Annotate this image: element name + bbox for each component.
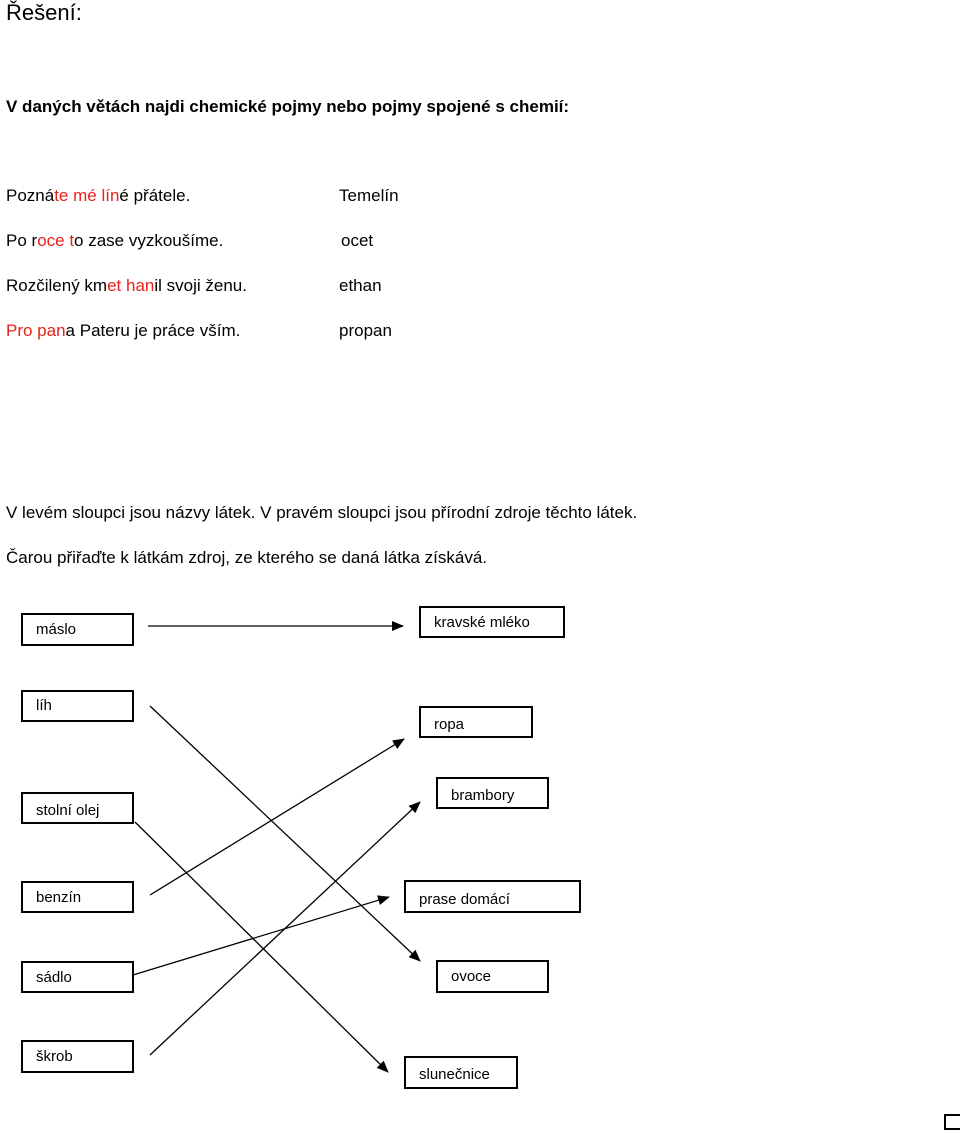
source-box-ropa: ropa <box>419 706 533 738</box>
sentence-highlight: oce t <box>37 231 75 250</box>
sentence-part: é přátele. <box>119 186 191 205</box>
answer-3: ethan <box>339 276 382 295</box>
source-box-brambory: brambory <box>436 777 549 809</box>
substance-box-maslo: máslo <box>21 613 134 646</box>
sentence-highlight: Pro pan <box>6 321 66 340</box>
answer-1: Temelín <box>339 186 399 205</box>
line-sadlo-prase-domaci <box>133 897 389 975</box>
sentence-part: Rozčilený km <box>6 276 108 295</box>
task2-line1: V levém sloupci jsou názvy látek. V pravém sloupci jsou přírodní zdroje těchto látek. <box>6 503 638 522</box>
line-benzin-ropa <box>150 739 404 895</box>
substance-box-stolni-olej: stolní olej <box>21 792 134 824</box>
task1-instruction: V daných větách najdi chemické pojmy nebo pojmy spojené s chemií: <box>6 97 570 116</box>
substance-box-skrob: škrob <box>21 1040 134 1073</box>
substance-box-sadlo: sádlo <box>21 961 134 993</box>
page-title: Řešení: <box>6 0 82 25</box>
line-lih-ovoce <box>150 706 420 961</box>
sentence-highlight: et han <box>107 276 155 295</box>
sentence-highlight: te mé lín <box>54 186 120 205</box>
page-corner-mark <box>944 1114 960 1130</box>
source-box-slunecnice: slunečnice <box>404 1056 518 1089</box>
answer-2: ocet <box>341 231 374 250</box>
sentence-part: Pozná <box>6 186 55 205</box>
source-box-ovoce: ovoce <box>436 960 549 993</box>
answer-4: propan <box>339 321 392 340</box>
task2-line2: Čarou přiřaďte k látkám zdroj, ze kterého se daná látka získává. <box>6 548 488 567</box>
source-box-kravske-mleko: kravské mléko <box>419 606 565 638</box>
line-skrob-brambory <box>150 802 420 1055</box>
substance-box-lih: líh <box>21 690 134 722</box>
sentence-part: Po r <box>6 231 38 250</box>
line-stolni-olej-slunecnice <box>135 822 388 1072</box>
source-box-prase-domaci: prase domácí <box>404 880 581 913</box>
sentence-part: a Pateru je práce vším. <box>65 321 241 340</box>
sentence-part: o zase vyzkoušíme. <box>74 231 224 250</box>
substance-box-benzin: benzín <box>21 881 134 913</box>
sentence-part: il svoji ženu. <box>154 276 247 295</box>
